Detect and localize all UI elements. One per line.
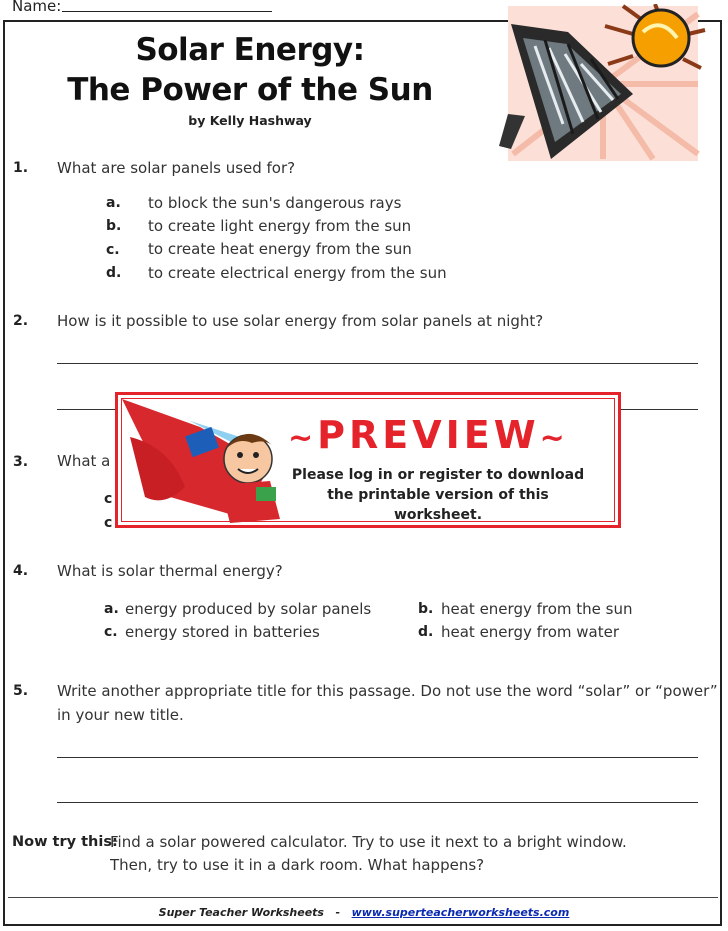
answer-line[interactable] <box>57 802 698 803</box>
worksheet-title-line1: Solar Energy: <box>135 32 365 68</box>
answer-line[interactable] <box>57 363 698 364</box>
option-letter: c. <box>106 242 120 258</box>
option-letter: d. <box>106 265 122 281</box>
question-number: 2. <box>13 313 29 329</box>
option-letter: c <box>104 491 113 507</box>
question-text: What is solar thermal energy? <box>57 562 283 580</box>
question-number: 3. <box>13 454 29 470</box>
option-text[interactable]: to block the sun's dangerous rays <box>148 194 402 212</box>
preview-heading <box>288 413 569 457</box>
question-number: 5. <box>13 683 29 699</box>
author-byline: by Kelly Hashway <box>188 113 312 128</box>
option-letter: a. <box>106 195 121 211</box>
question-number: 4. <box>13 563 29 579</box>
option-letter: b. <box>106 218 122 234</box>
footer-divider <box>8 897 718 898</box>
tilde-ornament: ~ <box>288 421 318 456</box>
option-text[interactable]: heat energy from water <box>441 623 620 641</box>
option-letter: b. <box>418 601 434 617</box>
option-text[interactable]: energy produced by solar panels <box>125 600 372 618</box>
preview-word: PREVIEW <box>317 413 540 457</box>
option-text[interactable]: energy stored in batteries <box>125 623 320 641</box>
name-label: Name: <box>12 0 62 15</box>
question-text: What are solar panels used for? <box>57 159 296 177</box>
option-text[interactable]: to create heat energy from the sun <box>148 240 412 258</box>
preview-message-line2: the printable version of this worksheet. <box>327 487 549 523</box>
footer-url-link[interactable]: www.superteacherworksheets.com <box>351 906 570 919</box>
option-letter: a. <box>104 601 119 617</box>
option-text[interactable]: to create electrical energy from the sun <box>148 264 447 282</box>
footer-separator: - <box>335 906 341 919</box>
option-text[interactable]: heat energy from the sun <box>441 600 633 618</box>
option-text[interactable]: to create light energy from the sun <box>148 217 412 235</box>
option-letter: c. <box>104 624 118 640</box>
option-letter: c <box>104 515 113 531</box>
now-try-this-label: Now try this: <box>12 834 118 850</box>
now-try-this-line2: Then, try to use it in a dark room. What happens? <box>110 856 485 874</box>
name-field-line[interactable] <box>62 11 272 12</box>
tilde-ornament: ~ <box>539 421 569 456</box>
footer-brand: Super Teacher Worksheets <box>158 906 324 919</box>
question-text: What a <box>57 452 111 470</box>
question-text-line2: in your new title. <box>57 706 184 724</box>
question-text-line1: Write another appropriate title for this passage. Do not use the word “solar” or “power” <box>57 682 718 700</box>
solar-panel-clipart <box>493 4 708 164</box>
superhero-mascot-icon <box>120 397 288 525</box>
question-text: How is it possible to use solar energy from solar panels at night? <box>57 312 544 330</box>
preview-message-line1: Please log in or register to download <box>291 467 585 483</box>
question-number: 1. <box>13 160 29 176</box>
preview-banner[interactable] <box>115 392 621 528</box>
option-letter: d. <box>418 624 434 640</box>
footer <box>0 906 728 919</box>
answer-line[interactable] <box>57 757 698 758</box>
now-try-this-line1: Find a solar powered calculator. Try to use it next to a bright window. <box>110 833 627 851</box>
worksheet-title-line2: The Power of the Sun <box>67 72 433 108</box>
